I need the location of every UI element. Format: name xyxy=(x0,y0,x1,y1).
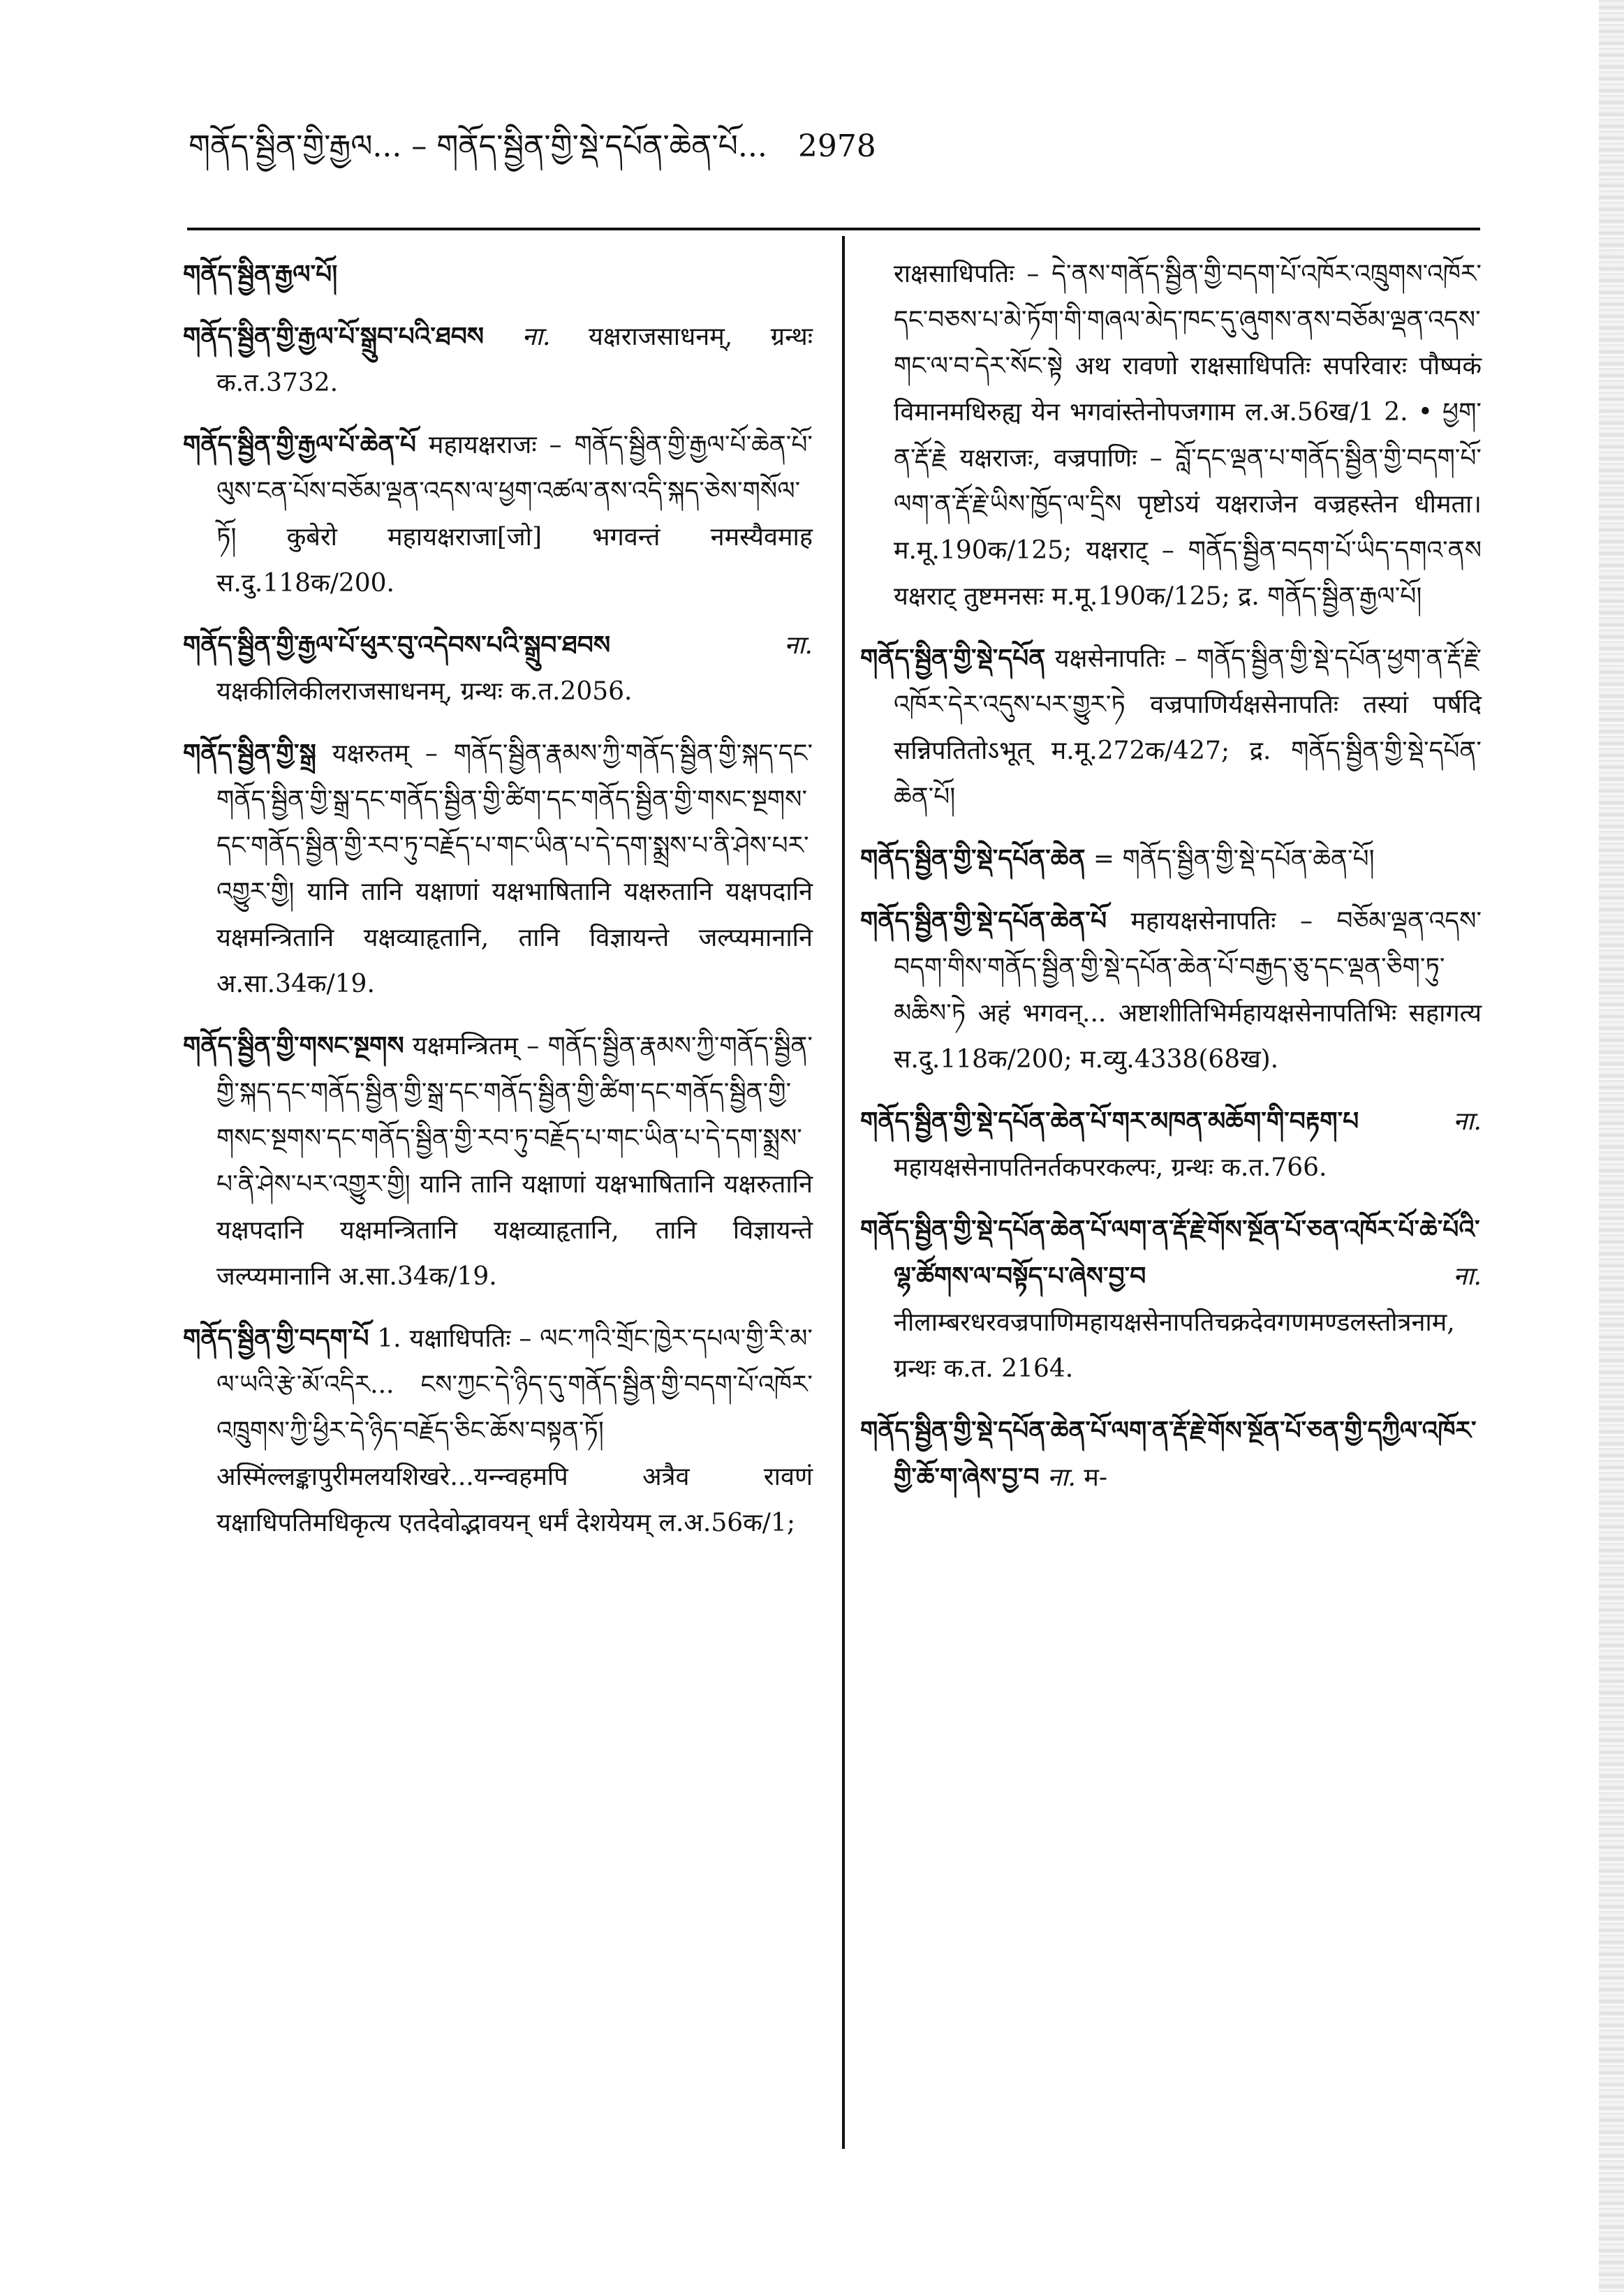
entry-abbreviation: ना. xyxy=(1453,1107,1482,1136)
entry-lemma: གནོད་སྦྱིན་རྒྱལ་པོ། xyxy=(183,260,338,289)
dictionary-entry-continued xyxy=(860,251,1482,620)
entry-abbreviation: ना. xyxy=(1453,1262,1482,1291)
entry-lemma: གནོད་སྦྱིན་གྱི་སྡེ་དཔོན་ཆེན་པོ་ལག་ན་རྡོ་རྗེ་གོས་སྔོན་པོ་ཅན་གྱི་དཀྱིལ་འཁོར་གྱི་ཆོ་ག་ཞེས་བྱ་བ xyxy=(860,1416,1477,1492)
entry-body: यक्षराजसाधनम्, ग्रन्थः क.त.3732. xyxy=(216,323,813,397)
running-head-text: གནོད་སྦྱིན་གྱི་རྒྱལ... – གནོད་སྦྱིན་གྱི་སྡེ་དཔོན་ཆེན་པོ... xyxy=(189,128,767,164)
entry-body: यक्षरुतम् – གནོད་སྦྱིན་རྣམས་ཀྱི་གནོད་སྦྱིན་གྱི་སྐད་དང་གནོད་སྦྱིན་གྱི་སྒྲ་དང་གནོད་སྦྱིན་གྱི་ཚིག་དང་གནོད་སྦྱིན་གྱི་གསང་སྔགས་དང་གནོད་སྦྱིན་གྱི་རབ་ཏུ་བརྗོད་པ་གང་ཡིན་པ་དེ་དག་སྨྲས་པ་ནི་ཤེས་པར་འགྱུར་གྱི། यानि तानि यक्षाणां यक्षभाषितानि यक्षरुतानि यक्षपदानि यक्षमन्त्रितानि यक्षव्याहृतानि, तानि विज्ञायन्ते जल्प्यमानानि अ.सा.34क/19. xyxy=(216,739,813,998)
entry-body: यक्षसेनापतिः – གནོད་སྦྱིན་གྱི་སྡེ་དཔོན་ཕྱག་ན་རྡོ་རྗེ་འཁོར་དེར་འདུས་པར་གྱུར་ཏེ वज्रपाणिर्यक्षसेनापतिः तस्यां पर्षदि सन्निपतितोऽभूत् म.मू.272क/427; द्र. གནོད་སྦྱིན་གྱི་སྡེ་དཔོན་ཆེན་པོ། xyxy=(894,644,1482,811)
header-rule xyxy=(187,228,1480,230)
column-divider xyxy=(842,236,845,2149)
dictionary-entry xyxy=(860,635,1482,820)
entry-lemma: གནོད་སྦྱིན་གྱི་གསང་སྔགས xyxy=(183,1031,404,1060)
entry-body: = གནོད་སྦྱིན་གྱི་སྡེ་དཔོན་ཆེན་པོ། xyxy=(1093,845,1375,873)
entry-abbreviation: ना. xyxy=(1047,1463,1076,1492)
entry-body: यक्षमन्त्रितम् – གནོད་སྦྱིན་རྣམས་ཀྱི་གནོད་སྦྱིན་གྱི་སྐད་དང་གནོད་སྦྱིན་གྱི་སྒྲ་དང་གནོད་སྦྱིན་གྱི་ཚིག་དང་གནོད་སྦྱིན་གྱི་གསང་སྔགས་དང་གནོད་སྦྱིན་གྱི་རབ་ཏུ་བརྗོད་པ་གང་ཡིན་པ་དེ་དག་སྨྲས་པ་ནི་ཤེས་པར་འགྱུར་གྱི། यानि तानि यक्षाणां यक्षभाषितानि यक्षरुतानि यक्षपदानि यक्षमन्त्रितानि यक्षव्याहृतानि, तानि विज्ञायन्ते जल्प्यमानानि अ.सा.34क/19. xyxy=(216,1032,813,1291)
entry-lemma: གནོད་སྦྱིན་གྱི་རྒྱལ་པོ་སྒྲུབ་པའི་ཐབས xyxy=(183,322,485,351)
scan-edge xyxy=(1599,0,1624,2292)
page-number: 2978 xyxy=(797,128,876,164)
dictionary-entry xyxy=(860,1098,1482,1191)
entry-lemma: གནོད་སྦྱིན་གྱི་རྒྱལ་པོ་ཆེན་པོ xyxy=(183,430,416,459)
right-column xyxy=(860,251,1482,1516)
dictionary-entry xyxy=(183,1023,813,1300)
dictionary-entry xyxy=(183,622,813,715)
dictionary-entry xyxy=(183,313,813,406)
dictionary-entry xyxy=(860,836,1482,882)
entry-body: 1. यक्षाधिपतिः – ལང་ཀའི་གྲོང་ཁྱེར་དཔལ་གྱི་རི་མ་ལ་ཡའི་རྩེ་མོ་འདིར... ངས་ཀྱང་དེ་ཉིད་དུ་གནོད་སྦྱིན་གྱི་བདག་པོ་འཁོར་འཁྲུགས་ཀྱི་ཕྱིར་དེ་ཉིད་བརྗོད་ཅིང་ཆོས་བསྟན་ཏོ། अस्मिंल्लङ्कापुरीमलयशिखरे...यन्न्वहमपि अत्रैव रावणं यक्षाधिपतिमधिकृत्य एतदेवोद्भावयन् धर्मं देशयेयम् ल.अ.56क/1; xyxy=(216,1324,813,1537)
entry-body: म- xyxy=(1084,1463,1108,1492)
running-head xyxy=(189,126,1236,168)
dictionary-entry xyxy=(183,251,813,298)
entry-abbreviation: ना. xyxy=(784,631,813,660)
entry-lemma: གནོད་སྦྱིན་གྱི་བདག་པོ xyxy=(183,1324,369,1353)
entry-lemma: གནོད་སྦྱིན་གྱི་སྡེ་དཔོན xyxy=(860,644,1046,673)
entry-body: महायक्षसेनापतिः – བཅོམ་ལྡན་འདས་བདག་གིས་གནོད་སྦྱིན་གྱི་སྡེ་དཔོན་ཆེན་པོ་བརྒྱད་ཅུ་དང་ལྡན་ཅིག་ཏུ་མཆིས་ཏེ अहं भगवन्... अष्टाशीतिभिर्महायक्षसेनापतिभिः सहागत्य स.दु.118क/200; म.व्यु.4338(68ख). xyxy=(894,907,1482,1074)
entry-lemma: གནོད་སྦྱིན་གྱི་སྡེ་དཔོན་ཆེན xyxy=(860,844,1086,873)
entry-body: महायक्षसेनापतिनर्तकपरकल्पः, ग्रन्थः क.त.766. xyxy=(894,1153,1327,1182)
entry-lemma: གནོད་སྦྱིན་གྱི་རྒྱལ་པོ་ཕུར་བུ་འདེབས་པའི་སྒྲུབ་ཐབས xyxy=(183,630,611,660)
entry-body: नीलाम्बरधरवज्रपाणिमहायक्षसेनापतिचक्रदेवगणमण्डलस्तोत्रनाम, ग्रन्थः क.त. 2164. xyxy=(894,1308,1455,1383)
entry-body: राक्षसाधिपतिः – དེ་ནས་གནོད་སྦྱིན་གྱི་བདག་པོ་འཁོར་འཁྲུགས་འཁོར་དང་བཅས་པ་མེ་ཏོག་གི་གཞལ་མེད་ཁང་དུ་ཞུགས་ནས་བཅོམ་ལྡན་འདས་གང་ལ་བ་དེར་སོང་སྟེ अथ रावणो राक्षसाधिपतिः सपरिवारः पौष्पकं विमानमधिरुह्य येन भगवांस्तेनोपजगाम ल.अ.56ख/1 2. • ཕྱག་ན་རྡོ་རྗེ यक्षराजः, वज्रपाणिः – བློ་དང་ལྡན་པ་གནོད་སྦྱིན་གྱི་བདག་པོ་ལག་ན་རྡོ་རྗེ་ཡིས་ཁྱོད་ལ་དྲིས पृष्टोऽयं यक्षराजेन वज्रहस्तेन धीमता। म.मू.190क/125; यक्षराट् – གནོད་སྦྱིན་བདག་པོ་ཡིད་དགའ་ནས यक्षराट् तुष्टमनसः म.मू.190क/125; द्र. གནོད་སྦྱིན་རྒྱལ་པོ། xyxy=(894,260,1482,611)
dictionary-entry xyxy=(183,422,813,607)
entry-lemma: གནོད་སྦྱིན་གྱི་སྒྲ xyxy=(183,739,316,768)
dictionary-entry xyxy=(183,730,813,1007)
entry-body: यक्षकीलिकीलराजसाधनम्, ग्रन्थः क.त.2056. xyxy=(216,677,633,706)
entry-body: महायक्षराजः – གནོད་སྦྱིན་གྱི་རྒྱལ་པོ་ཆེན་པོ་ལུས་ངན་པོས་བཅོམ་ལྡན་འདས་ལ་ཕྱག་འཚལ་ནས་འདི་སྐད་ཅེས་གསོལ་ཏོ། कुबेरो महायक्षराजा[जो] भगवन्तं नमस्यैवमाह स.दु.118क/200. xyxy=(216,431,813,598)
entry-lemma: གནོད་སྦྱིན་གྱི་སྡེ་དཔོན་ཆེན་པོ་གར་མཁན་མཆོག་གི་བརྟག་པ xyxy=(860,1107,1359,1136)
left-column xyxy=(183,251,813,1562)
dictionary-entry xyxy=(860,898,1482,1083)
entry-lemma: གནོད་སྦྱིན་གྱི་སྡེ་དཔོན་ཆེན་པོ་ལག་ན་རྡོ་རྗེ་གོས་སྔོན་པོ་ཅན་འཁོར་པོ་ཆེ་པོའི་ལྷ་ཚོགས་ལ་བསྟོད་པ་ཞེས་བྱ་བ xyxy=(860,1215,1480,1291)
dictionary-entry xyxy=(183,1315,813,1546)
dictionary-entry xyxy=(860,1407,1482,1501)
dictionary-entry xyxy=(860,1206,1482,1392)
entry-abbreviation: ना. xyxy=(522,323,551,351)
entry-lemma: གནོད་སྦྱིན་གྱི་སྡེ་དཔོན་ཆེན་པོ xyxy=(860,906,1107,936)
